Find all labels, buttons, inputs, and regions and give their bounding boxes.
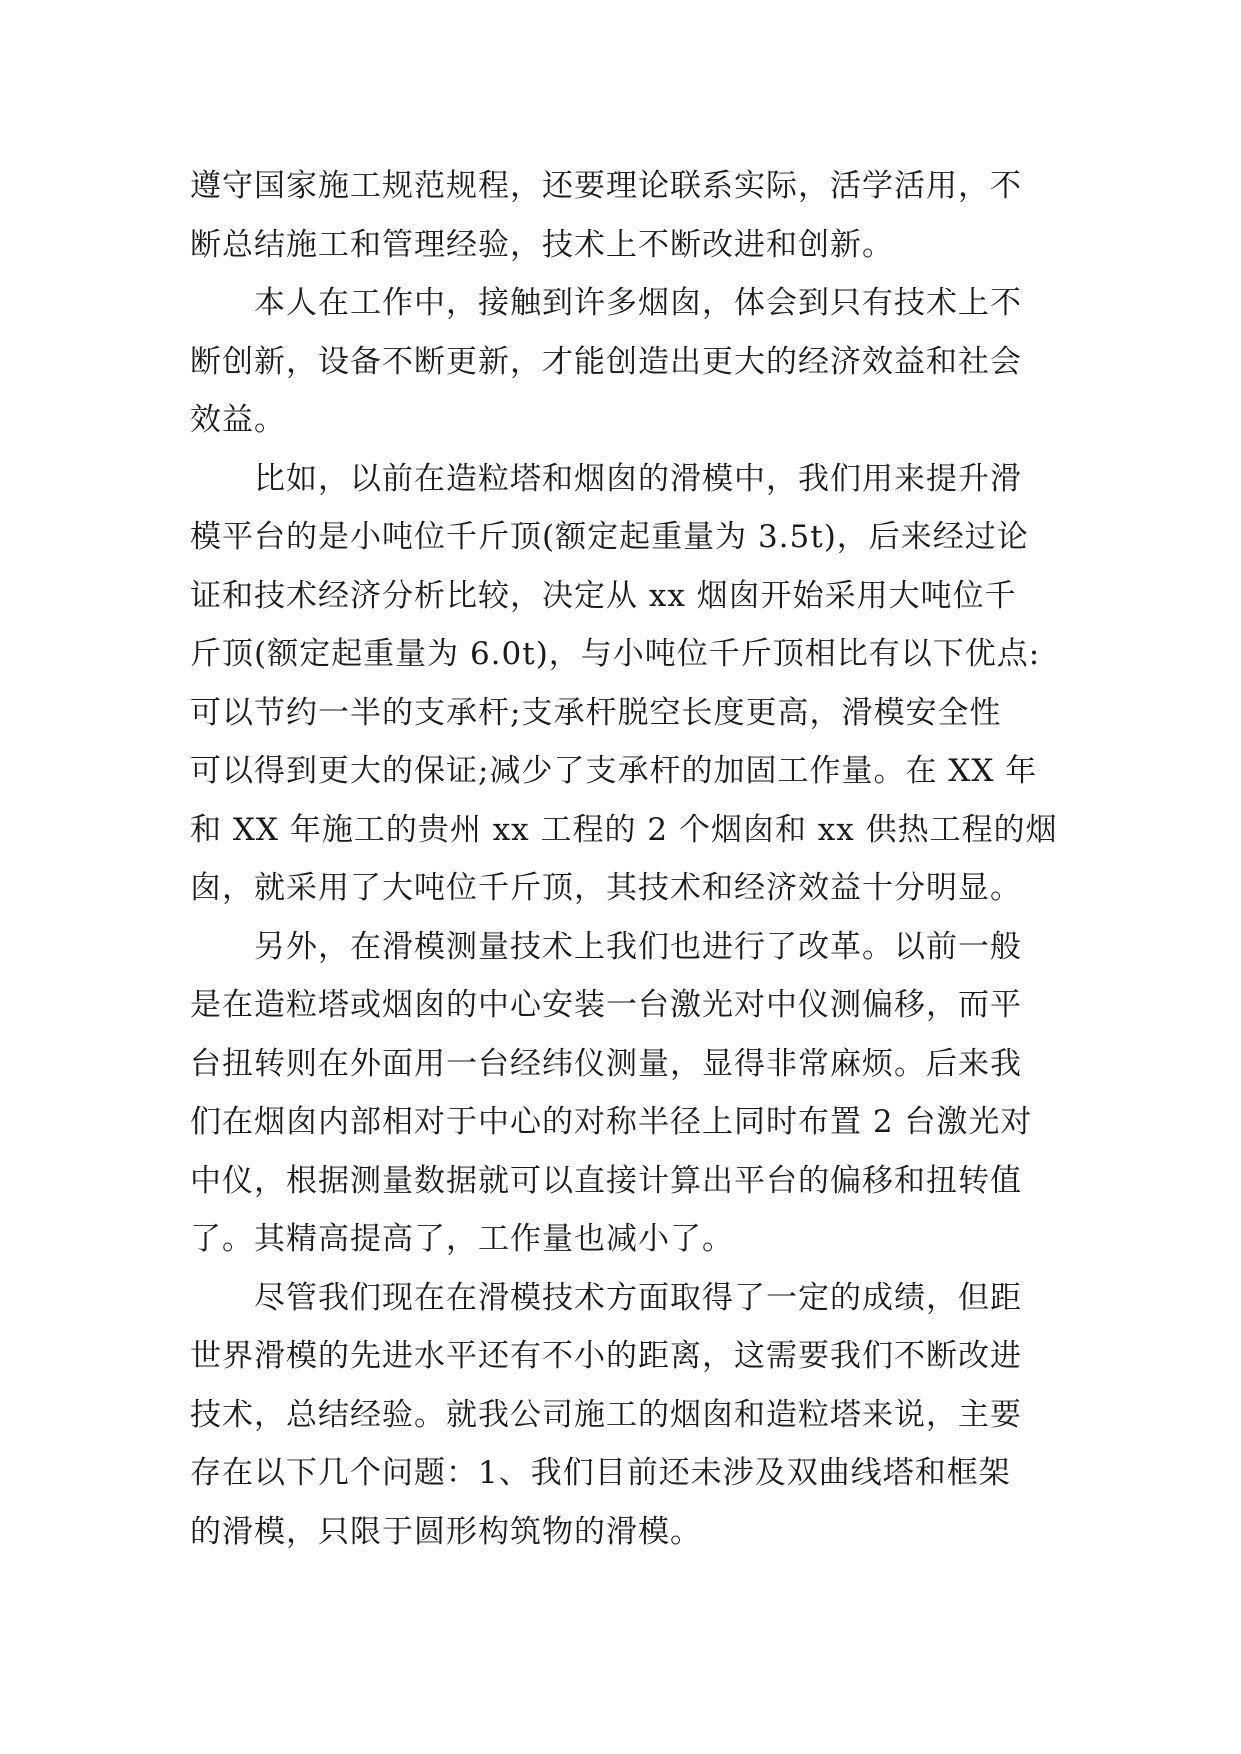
paragraph-1-line-2: 断总结施工和管理经验，技术上不断改进和创新。 [190,226,894,263]
paragraph-4-line-4: 们在烟囱内部相对于中心的对称半径上同时布置 2 台激光对 [190,1104,1033,1140]
paragraph-3-line-5: 可以节约一半的支承杆;支承杆脱空长度更高，滑模安全性 [190,694,1002,731]
paragraph-5-line-4: 存在以下几个问题：1、我们目前还未涉及双曲线塔和框架 [190,1455,1011,1491]
paragraph-4-line-3: 台扭转则在外面用一台经纬仪测量，显得非常麻烦。后来我 [190,1045,1022,1082]
paragraph-3-line-1: 比如，以前在造粒塔和烟囱的滑模中，我们用来提升滑 [254,460,1022,497]
paragraph-3-line-6: 可以得到更大的保证;减少了支承杆的加固工作量。在 XX 年 [190,753,1038,789]
paragraph-4-line-2: 是在造粒塔或烟囱的中心安装一台激光对中仪测偏移，而平 [190,987,1022,1023]
paragraph-2-line-1: 本人在工作中，接触到许多烟囱，体会到只有技术上不 [254,285,1022,321]
paragraph-2-line-2: 断创新，设备不断更新，才能创造出更大的经济效益和社会 [190,343,1022,380]
paragraph-3-line-8: 囱，就采用了大吨位千斤顶，其技术和经济效益十分明显。 [190,870,1022,906]
paragraph-4-line-6: 了。其精高提高了，工作量也减小了。 [190,1221,734,1257]
document-body [190,157,1060,1561]
paragraph-5-line-1: 尽管我们现在在滑模技术方面取得了一定的成绩，但距 [254,1279,1022,1316]
paragraph-3-line-2: 模平台的是小吨位千斤顶(额定起重量为 3.5t)，后来经过论 [190,519,1029,555]
paragraph-3-line-4: 斤顶(额定起重量为 6.0t)，与小吨位千斤顶相比有以下优点: [190,636,1041,672]
paragraph-1-line-1: 遵守国家施工规范规程，还要理论联系实际，活学活用，不 [190,168,1022,204]
paragraph-4-line-5: 中仪，根据测量数据就可以直接计算出平台的偏移和扭转值 [190,1162,1022,1199]
paragraph-3-line-7: 和 XX 年施工的贵州 xx 工程的 2 个烟囱和 xx 供热工程的烟 [190,811,1058,848]
paragraph-5-line-5: 的滑模，只限于圆形构筑物的滑模。 [190,1513,702,1550]
paragraph-4-line-1: 另外，在滑模测量技术上我们也进行了改革。以前一般 [254,928,1022,965]
paragraph-2-line-3: 效益。 [190,402,286,438]
paragraph-3-line-3: 证和技术经济分析比较，决定从 xx 烟囱开始采用大吨位千 [190,577,1017,614]
paragraph-5-line-3: 技术，总结经验。就我公司施工的烟囱和造粒塔来说，主要 [190,1396,1022,1433]
paragraph-5-line-2: 世界滑模的先进水平还有不小的距离，这需要我们不断改进 [190,1338,1022,1374]
